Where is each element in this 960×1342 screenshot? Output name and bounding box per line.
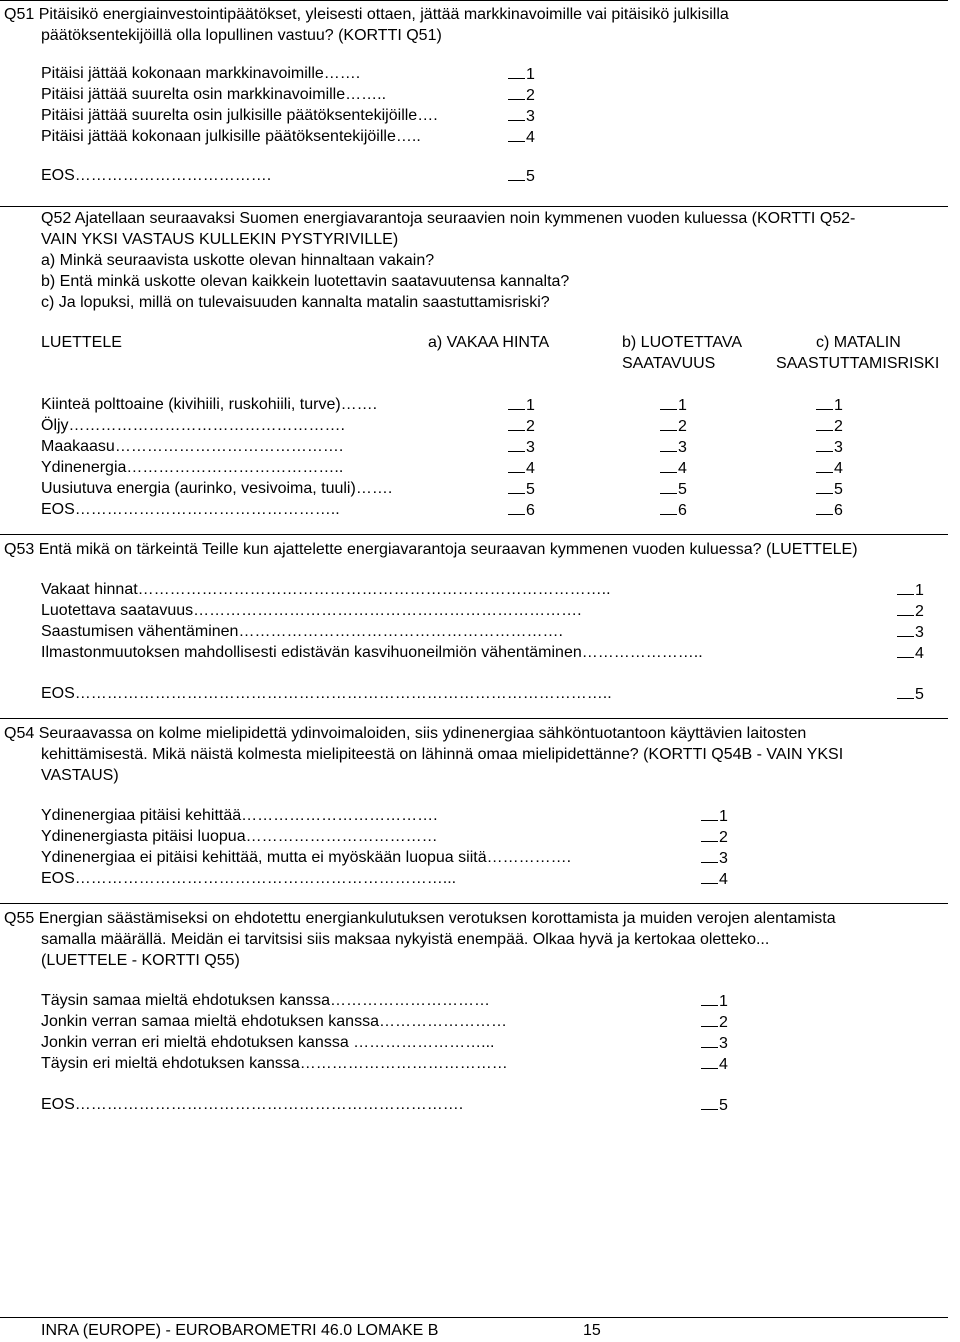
q52-row-code-c[interactable]: 4 xyxy=(816,458,843,479)
q55-option-code[interactable]: 1 xyxy=(701,991,728,1012)
q52-row-code-b[interactable]: 4 xyxy=(660,458,687,479)
q54-option-label: EOS……………………………………………………………... xyxy=(41,870,457,887)
divider-q53 xyxy=(0,534,948,535)
q52-col-b-header-2: SAATAVUUS xyxy=(622,355,716,372)
q52-row-code-c[interactable]: 1 xyxy=(816,395,843,416)
q52-col-b-header: b) LUOTETTAVA xyxy=(622,334,743,351)
footer-text: INRA (EUROPE) - EUROBAROMETRI 46.0 LOMAKE B xyxy=(41,1322,439,1339)
q54-option-code[interactable]: 4 xyxy=(701,869,728,890)
page-number: 15 xyxy=(583,1322,601,1339)
q55-option-code[interactable]: 2 xyxy=(701,1012,728,1033)
q55-option-code[interactable]: 4 xyxy=(701,1054,728,1075)
q54-question-line: Q54 Seuraavassa on kolme mielipidettä ydinvoimaloiden, siis ydinenergiaa sähköntuotantoon käyttävien laitosten xyxy=(4,725,807,742)
q52-row-code-a[interactable]: 4 xyxy=(508,458,535,479)
q52-row-label: EOS………………………………………….. xyxy=(41,501,340,518)
q54-option-label: Ydinenergiasta pitäisi luopua……………………………… xyxy=(41,828,438,845)
q53-option-code[interactable]: 2 xyxy=(897,601,924,622)
q52-col-a-header: a) VAKAA HINTA xyxy=(428,334,550,351)
divider-q54 xyxy=(0,718,948,719)
q52-row-code-b[interactable]: 2 xyxy=(660,416,687,437)
q52-row-label: Ydinenergia………………………………….. xyxy=(41,459,344,476)
q52-header-list: LUETTELE xyxy=(41,334,122,351)
q52-row-code-b[interactable]: 1 xyxy=(660,395,687,416)
q54-option-label: Ydinenergiaa ei pitäisi kehittää, mutta ei myöskään luopua siitä……………. xyxy=(41,849,572,866)
q55-option-label: Jonkin verran samaa mieltä ehdotuksen kanssa…………………… xyxy=(41,1013,507,1030)
q52-row-code-b[interactable]: 5 xyxy=(660,479,687,500)
q52-question-line: b) Entä minkä uskotte olevan kaikkein luotettavin saatavuutensa kannalta? xyxy=(41,273,570,290)
q51-option-label: Pitäisi jättää kokonaan markkinavoimille……. xyxy=(41,65,361,82)
q54-question-line: kehittämisestä. Mikä näistä kolmesta mielipiteestä on lähinnä omaa mielipidettänne? (KORTTI Q54B - VAIN YKSI xyxy=(41,746,844,763)
q52-row-label: Kiinteä polttoaine (kivihiili, ruskohiili, turve)……. xyxy=(41,396,378,413)
q55-option-label: Täysin eri mieltä ehdotuksen kanssa………………………………… xyxy=(41,1055,508,1072)
q51-option-code[interactable]: 3 xyxy=(508,106,535,127)
divider-top xyxy=(0,0,948,1)
q53-question: Q53 Entä mikä on tärkeintä Teille kun ajattelette energiavarantoja seuraavan kymmenen vuoden kuluessa? (LUETTELE) xyxy=(4,541,858,558)
q55-option-code[interactable]: 5 xyxy=(701,1095,728,1116)
q53-option-code[interactable]: 3 xyxy=(897,622,924,643)
q52-row-code-a[interactable]: 3 xyxy=(508,437,535,458)
q51-option-label: Pitäisi jättää suurelta osin julkisille päätöksentekijöille…. xyxy=(41,107,438,124)
q55-question-line: samalla määrällä. Meidän ei tarvitsisi siis maksaa nykyistä enempää. Olkaa hyvä ja kertokaa oletteko... xyxy=(41,931,770,948)
q52-question-line: VAIN YKSI VASTAUS KULLEKIN PYSTYRIVILLE) xyxy=(41,231,399,248)
q51-option-code[interactable]: 2 xyxy=(508,85,535,106)
q51-question-line2: päätöksentekijöillä olla lopullinen vastuu? (KORTTI Q51) xyxy=(41,27,442,44)
q51-question-line1: Q51 Pitäisikö energiainvestointipäätökset, yleisesti ottaen, jättää markkinavoimille vai pitäisikö julkisilla xyxy=(4,6,729,23)
q54-option-code[interactable]: 1 xyxy=(701,806,728,827)
q53-option-code[interactable]: 4 xyxy=(897,643,924,664)
q52-row-code-b[interactable]: 6 xyxy=(660,500,687,521)
q52-question-line: c) Ja lopuksi, millä on tulevaisuuden kannalta matalin saastuttamisriski? xyxy=(41,294,550,311)
q53-option-code[interactable]: 5 xyxy=(897,684,924,705)
q53-option-label: EOS……………………………………………………………………………………….. xyxy=(41,685,612,702)
q52-row-label: Maakaasu……………………………………. xyxy=(41,438,344,455)
q52-row-code-a[interactable]: 2 xyxy=(508,416,535,437)
q55-question-line: Q55 Energian säästämiseksi on ehdotettu energiankulutuksen verotuksen korottamista ja muiden verojen alentamista xyxy=(4,910,836,927)
q52-row-label: Öljy……………………………………………. xyxy=(41,417,345,434)
q52-row-code-a[interactable]: 1 xyxy=(508,395,535,416)
q52-row-code-c[interactable]: 2 xyxy=(816,416,843,437)
q51-option-label: Pitäisi jättää suurelta osin markkinavoimille…….. xyxy=(41,86,387,103)
q52-row-code-a[interactable]: 5 xyxy=(508,479,535,500)
q55-question-line: (LUETTELE - KORTTI Q55) xyxy=(41,952,240,969)
q52-row-code-b[interactable]: 3 xyxy=(660,437,687,458)
q51-option-code[interactable]: 5 xyxy=(508,166,535,187)
divider-q55 xyxy=(0,903,948,904)
q52-row-code-a[interactable]: 6 xyxy=(508,500,535,521)
q54-option-code[interactable]: 3 xyxy=(701,848,728,869)
q55-option-label: Täysin samaa mieltä ehdotuksen kanssa………………………… xyxy=(41,992,491,1009)
footer-divider xyxy=(0,1317,948,1318)
q51-option-code[interactable]: 1 xyxy=(508,64,535,85)
q53-option-code[interactable]: 1 xyxy=(897,580,924,601)
q53-option-label: Ilmastonmuutoksen mahdollisesti edistävän kasvihuoneilmiön vähentäminen………………….. xyxy=(41,644,703,661)
q52-row-code-c[interactable]: 5 xyxy=(816,479,843,500)
q52-question-line: a) Minkä seuraavista uskotte olevan hinnaltaan vakain? xyxy=(41,252,435,269)
divider-q52 xyxy=(0,206,948,207)
q53-option-label: Vakaat hinnat…………………………………………………………………………….. xyxy=(41,581,611,598)
q52-row-code-c[interactable]: 3 xyxy=(816,437,843,458)
q51-option-code[interactable]: 4 xyxy=(508,127,535,148)
q52-col-c-header: c) MATALIN xyxy=(816,334,901,351)
q52-row-label: Uusiutuva energia (aurinko, vesivoima, tuuli)……. xyxy=(41,480,393,497)
q52-question-line: Q52 Ajatellaan seuraavaksi Suomen energiavarantoja seuraavien noin kymmenen vuoden kuluessa (KORTTI Q52- xyxy=(41,210,856,227)
q55-option-code[interactable]: 3 xyxy=(701,1033,728,1054)
q52-row-code-c[interactable]: 6 xyxy=(816,500,843,521)
q54-option-label: Ydinenergiaa pitäisi kehittää………………………………. xyxy=(41,807,438,824)
q52-col-c-header-2: SAASTUTTAMISRISKI xyxy=(776,355,940,372)
q53-option-label: Luotettava saatavuus………………………………………………………………. xyxy=(41,602,582,619)
q55-option-label: Jonkin verran eri mieltä ehdotuksen kanssa ……………………... xyxy=(41,1034,495,1051)
q54-option-code[interactable]: 2 xyxy=(701,827,728,848)
q53-option-label: Saastumisen vähentäminen……………………………………………………. xyxy=(41,623,563,640)
q54-question-line: VASTAUS) xyxy=(41,767,119,784)
q51-option-label: Pitäisi jättää kokonaan julkisille päätöksentekijöille….. xyxy=(41,128,421,145)
q51-option-label: EOS………………………………. xyxy=(41,167,272,184)
q55-option-label: EOS………………………………………………………………. xyxy=(41,1096,464,1113)
